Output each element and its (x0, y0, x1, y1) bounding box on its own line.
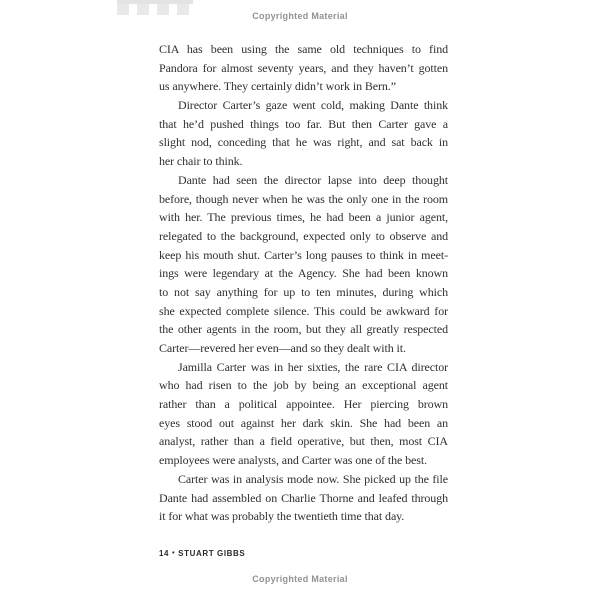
text-line: Carter—revered her even—and so they dealt with it. (159, 341, 406, 355)
bottom-copyright-banner: Copyrighted Material (252, 574, 348, 584)
text-line: rather than a political appointee. Her piercing brown (159, 397, 448, 412)
page-footer (159, 549, 245, 558)
text-line: Director Carter’s gaze went cold, making Dante think (178, 98, 448, 113)
text-line: CIA has been using the same old techniques to find (159, 42, 448, 56)
text-line: who had risen to the job by being an exceptional agent (159, 378, 448, 393)
text-line: eyes stood out against her dark skin. She had been an (159, 415, 448, 430)
page-number: 14 (159, 549, 170, 558)
text-line: relegated to the background, expected only to observe and (159, 228, 448, 243)
text-line: Dante had assembled on Charlie Thorne and leafed through (159, 490, 448, 505)
text-line: the other agents in the room, but they all greatly respected (159, 322, 448, 337)
top-copyright-banner: Copyrighted Material (252, 11, 348, 21)
author-name: STUART GIBBS (178, 549, 246, 558)
text-line: Pandora for almost seventy years, and they haven’t gotten (159, 60, 448, 75)
bullet-separator: • (172, 550, 176, 557)
text-block (159, 40, 448, 526)
text-line: to not say anything for up to ten minutes, during which (159, 284, 448, 299)
text-line: she expected complete silence. This could be awkward for (159, 303, 448, 318)
text-line: employees were analysts, and Carter was one of the best. (159, 453, 427, 468)
text-line: with her. The previous times, he had been a junior agent, (159, 210, 448, 225)
text-line: Dante had seen the director lapse into deep thought (178, 172, 448, 187)
text-line: her chair to think. (159, 154, 243, 169)
text-line: Jamilla Carter was in her sixties, the rare CIA director (178, 359, 448, 374)
text-line: ings were legendary at the Agency. She had been known (159, 266, 448, 281)
text-line: that he’d pushed things too far. But then Carter gave a (159, 116, 448, 131)
text-line: before, though never when he was the only one in the room (159, 191, 448, 206)
text-line: analyst, rather than a field operative, but then, most CIA (159, 434, 448, 449)
text-line: it for what was probably the twentieth time that day. (159, 509, 405, 524)
text-line: slight nod, conceding that he was right, and sat back in (159, 135, 448, 150)
text-line: keep his mouth shut. Carter’s long pauses to think in meet- (159, 247, 448, 262)
text-line: Carter was in analysis mode now. She picked up the file (178, 471, 448, 486)
text-line: us anywhere. They certainly didn’t work in Bern.” (159, 79, 396, 94)
